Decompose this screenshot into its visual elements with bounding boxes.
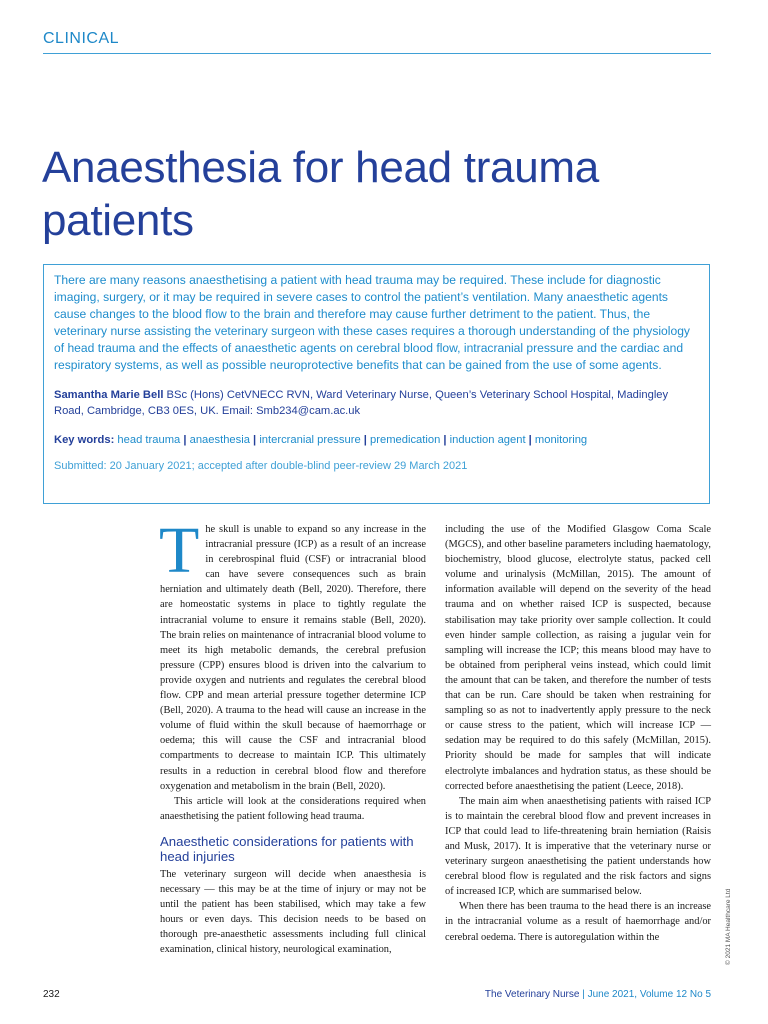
trauma-paragraph: When there has been trauma to the head there is an increase in the intracranial volume as a result of haemorrhage and/or cerebral oedema. There is autoregulation within the (445, 901, 711, 943)
keyword-separator: | (360, 433, 371, 446)
considerations-continued: including the use of the Modified Glasgow Coma Scale (MGCS), and other baseline parameters including haematology, biochemistry, blood glucose, electrolyte status, packed cell volume and urinalysis (McMillan, 2015). The amount of information available will depend on the severity of the head trauma and on whether raised ICP is suspected, because stabilisation may take priority over sample collection. It could even hinder sample collection, as raising a jugular vein for sampling will increase the ICP; this means blood may have to be obtained from peripheral veins instead, which could limit the amount that can be taken, and therefore the number of tests that can be run. Care should be taken when restraining for sampling so as not to inadvertently apply pressure to the neck or cause stress to the patient, which will increase ICP — sedation may be required to do this safely (McMillan, 2015). Priority should be made for samples that will indicate electrolyte imbalances and hydration status, as these should be corrected before anaesthetising the patient (Leece, 2018). (445, 524, 711, 792)
abstract-text: There are many reasons anaesthetising a patient with head trauma may be required. These include for diagnostic imaging, surgery, or it may be required in severe cases to control the patient’s ventilation. Many anaesthetic agents cause changes to the blood flow to the brain and therefore may cause further detriment to the patient. Thus, the veterinary nurse assisting the veterinary surgeon with these cases requires a thorough understanding of the physiology of head trauma and the effects of anaesthetic agents on cerebral blood flow, intracranial pressure and the cardiac and respiratory systems, as well as possible neuroprotective benefits that can be gained from the use of some agents. (54, 273, 690, 373)
section-label: CLINICAL (43, 30, 120, 47)
abstract-box (43, 264, 710, 504)
column-right (445, 522, 711, 945)
column-left (159, 514, 426, 957)
keywords (54, 432, 699, 448)
keywords-list (117, 434, 587, 446)
keyword: intercranial pressure (259, 433, 361, 446)
section-heading: Anaesthetic considerations for patients with head injuries (160, 833, 414, 864)
keyword-separator: | (180, 433, 190, 446)
considerations-paragraph: The veterinary surgeon will decide when anaesthesia is necessary — this may be at the time of injury or may not be until the patient has been stabilised, which may take a few hours or even days. This decision needs to be based on thorough pre-anaesthetic assessments including full clinical examination, clinical history, neurological examination, (160, 868, 426, 956)
aim-paragraph: This article will look at the considerations required when anaesthetising the patient following head trauma. (160, 795, 426, 822)
submission-dates: Submitted: 20 January 2021; accepted after double-blind peer-review 29 March 2021 (54, 459, 468, 472)
author-info (54, 387, 699, 419)
article-title: Anaesthesia for head trauma patients (42, 143, 599, 245)
author-details: BSc (Hons) CetVNECC RVN, Ward Veterinary Nurse, Queen’s Veterinary School Hospital, Madingley Road, Cambridge, CB3 0ES, UK. Email: Smb234@cam.ac.uk (54, 388, 669, 417)
keyword-separator: | (440, 433, 450, 446)
intro-text: he skull is unable to expand so any increase in the intracranial pressure (ICP) as a result of an increase in cerebrospinal fluid (CSF) or intracranial blood can have severe consequences such as brain herniation and ultimately death (Bell, 2020). Therefore, there are homeostatic systems in place to tightly regulate the intracranial volume to ensure it remains stable (Bell, 2020). The brain relies on maintenance of intracranial blood volume to meet its high metabolic demands, the cerebral prefusion pressure (CPP) ensures blood is driven into the calvarium to provide oxygen and nutrients and regulates the cerebral blood flow. CPP and mean arterial pressure together determine ICP (Bell, 2020). A trauma to the head will cause an increase in the volume of fluid within the skull because of haemorrhage or oedema; this will cause the CSF and intracranial blood compartments to decrease to maintain ICP. This ultimately results in a reduction in cerebral blood flow and therefore oxygenation and metabolism in the brain (Bell, 2020). (160, 524, 426, 792)
keywords-label: Key words: (54, 433, 115, 446)
intro-paragraph (159, 514, 426, 794)
drop-cap: T (159, 514, 200, 587)
copyright-note: © 2021 MA Healthcare Ltd (725, 888, 732, 965)
keyword: monitoring (534, 433, 588, 446)
header-rule (43, 53, 711, 54)
keyword: head trauma (117, 433, 181, 446)
keyword-separator: | (249, 433, 260, 446)
author-name: Samantha Marie Bell (54, 388, 164, 401)
journal-footer (485, 989, 711, 1000)
keyword: induction agent (449, 433, 526, 446)
keyword: anaesthesia (189, 433, 250, 446)
journal-name: The Veterinary Nurse (484, 989, 580, 1000)
keyword-separator: | (525, 433, 535, 446)
page-number: 232 (43, 989, 60, 1000)
keyword: premedication (370, 433, 441, 446)
issue-info: | June 2021, Volume 12 No 5 (579, 989, 711, 1000)
main-aim-paragraph: The main aim when anaesthetising patients with raised ICP is to maintain the cerebral blood flow and prevent increases in ICP that could lead to life-threatening brain herniation (Raisis and Musk, 2017). It is imperative that the veterinary nurse or veterinary surgeon anaesthetising the patient understands how cerebral blood flow is regulated and the risk factors and signs of increased ICP, which are summarised below. (445, 795, 711, 898)
